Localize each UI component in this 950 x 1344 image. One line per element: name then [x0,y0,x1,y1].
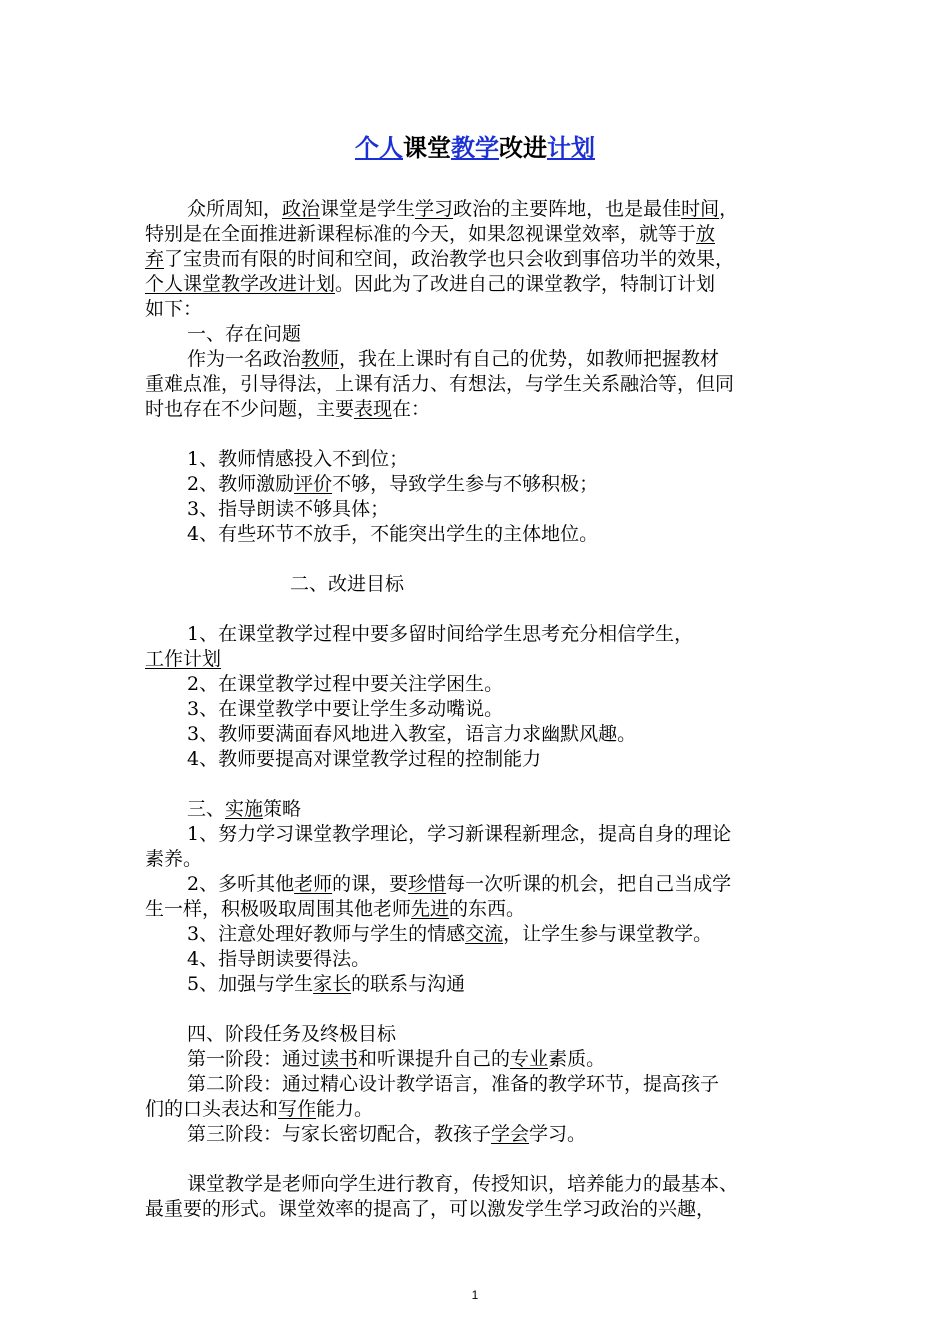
s3-item-4: 4、指导朗读要得法。 [187,948,371,970]
s2-item-3: 3、在课堂教学中要让学生多动嘴说。 [187,698,504,720]
title-link-1[interactable]: 个人 [355,134,403,162]
link[interactable]: 交流 [465,923,504,945]
s1-line-1 [187,347,719,371]
link[interactable]: 写作 [278,1098,317,1120]
s1-item-1: 1、教师情感投入不到位； [187,448,409,470]
link[interactable]: 专业 [510,1048,549,1070]
s3-item-2-cont [145,897,525,921]
s1-line-2: 重难点准，引导得法，上课有活力、有想法，与学生关系融洽等，但同 [145,373,735,395]
text: 作为一名政治 [187,348,302,370]
section-4-heading: 四、阶段任务及终极目标 [187,1023,397,1045]
text: 的东西。 [449,898,526,920]
text: 三、 [187,798,226,820]
text: 。因此为了改进自己的课堂教学，特制订计划 [335,273,716,295]
text: 第三阶段：与家长密切配合，教孩子 [187,1123,492,1145]
link[interactable]: 老师 [294,873,333,895]
text: 的联系与沟通 [351,973,466,995]
link[interactable]: 实施 [225,798,264,820]
closing-line-2: 最重要的形式。课堂效率的提高了，可以激发学生学习政治的兴趣， [145,1198,716,1220]
intro-line-1 [187,197,738,221]
s3-item-3 [187,922,712,946]
text: 生一样，积极吸取周围其他老师 [145,898,412,920]
s1-item-2 [187,472,598,496]
link[interactable]: 家长 [313,973,352,995]
link[interactable]: 学习 [415,198,454,220]
s1-line-3 [145,397,430,421]
text: 特别是在全面推进新课程标准的今天，如果忽视课堂效率，就等于 [145,223,697,245]
title-text-2: 改进 [499,134,547,162]
s3-item-5 [187,972,465,996]
link[interactable]: 教师 [301,348,340,370]
link[interactable]: 先进 [411,898,450,920]
link[interactable]: 放 [696,223,716,245]
text: 能力。 [316,1098,374,1120]
link[interactable]: 工作计划 [145,648,222,670]
s3-item-1: 1、努力学习课堂教学理论，学习新课程新理念，提高自身的理论 [187,823,732,845]
link[interactable]: 珍惜 [408,873,447,895]
s2-item-1-link-line [145,647,221,671]
text: 课堂是学生 [320,198,416,220]
s4-phase-1 [187,1047,605,1071]
text: 2、多听其他 [187,873,295,895]
text: 不够，导致学生参与不够积极； [332,473,599,495]
text: 和听课提升自己的 [358,1048,511,1070]
link[interactable]: 弃 [145,248,165,270]
link[interactable]: 学会 [491,1123,530,1145]
s1-item-3: 3、指导朗读不够具体； [187,498,390,520]
link[interactable]: 读书 [320,1048,359,1070]
intro-line-2 [145,222,715,246]
text: 在： [392,398,431,420]
text: 第一阶段：通过 [187,1048,321,1070]
title-link-3[interactable]: 计划 [547,134,595,162]
link[interactable]: 评价 [294,473,333,495]
text: 了宝贵而有限的时间和空间，政治教学也只会收到事倍功半的效果， [164,248,735,270]
s2-item-1: 1、在课堂教学过程中要多留时间给学生思考充分相信学生， [187,623,694,645]
section-1-heading: 一、存在问题 [187,323,302,345]
closing-line-1: 课堂教学是老师向学生进行教育，传授知识，培养能力的最基本、 [187,1173,739,1195]
link[interactable]: 表现 [354,398,393,420]
s3-item-2 [187,872,731,896]
link[interactable]: 个人课堂教学改进计划 [145,273,336,295]
page-number: 1 [471,1288,479,1302]
text: 策略 [263,798,302,820]
intro-line-3 [145,247,734,271]
text: 政治的主要阵地，也是最佳 [453,198,682,220]
s1-item-4: 4、有些环节不放手，不能突出学生的主体地位。 [187,523,599,545]
text: ，我在上课时有自己的优势，如教师把握教材 [339,348,720,370]
s2-item-4: 3、教师要满面春风地进入教室，语言力求幽默风趣。 [187,723,637,745]
document-title [0,133,950,163]
intro-line-4 [145,272,715,296]
intro-line-5: 如下： [145,298,203,320]
title-text-1: 课堂 [403,134,451,162]
text: ， [719,198,739,220]
text: 素质。 [548,1048,606,1070]
text: 学习。 [529,1123,587,1145]
text: 们的口头表达和 [145,1098,279,1120]
text: 3、注意处理好教师与学生的情感 [187,923,466,945]
text: 5、加强与学生 [187,973,314,995]
section-2-heading: 二、改进目标 [290,573,405,595]
s4-phase-3 [187,1122,586,1146]
title-link-2[interactable]: 教学 [451,134,499,162]
link[interactable]: 政治 [282,198,321,220]
s4-phase-2: 第二阶段：通过精心设计教学语言，准备的教学环节，提高孩子 [187,1073,720,1095]
text: 时也存在不少问题，主要 [145,398,355,420]
text: 2、教师激励 [187,473,295,495]
s2-item-5: 4、教师要提高对课堂教学过程的控制能力 [187,748,542,770]
s3-item-1-cont: 素养。 [145,848,203,870]
s4-phase-2-cont [145,1097,373,1121]
text: 的课，要 [332,873,409,895]
text: 每一次听课的机会，把自己当成学 [446,873,732,895]
text: ，让学生参与课堂教学。 [503,923,713,945]
text: 众所周知， [187,198,283,220]
link[interactable]: 时间 [681,198,720,220]
section-3-heading [187,797,301,821]
s2-item-2: 2、在课堂教学过程中要关注学困生。 [187,673,504,695]
